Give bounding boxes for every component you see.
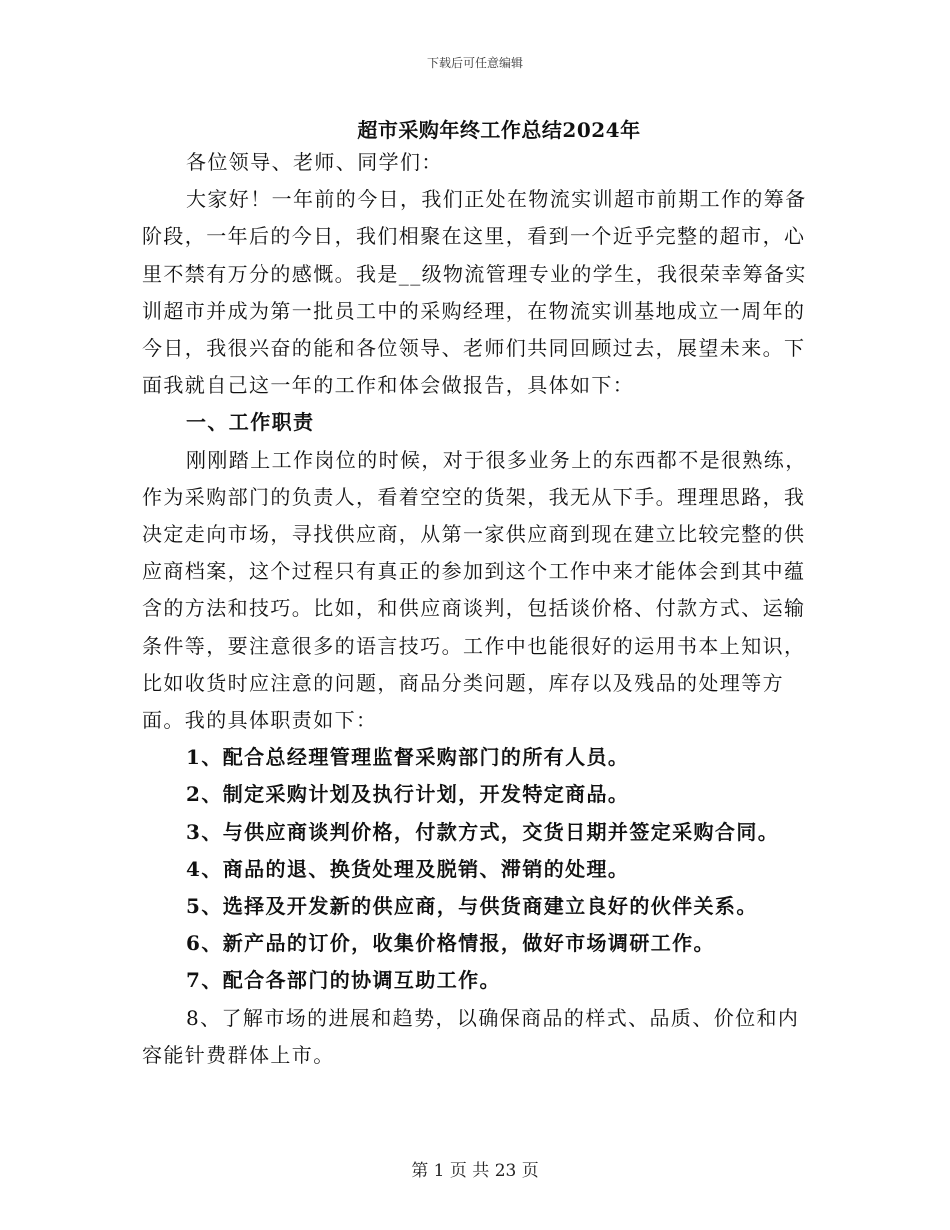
duty-item-7: 7、配合各部门的协调互助工作。 bbox=[186, 968, 501, 993]
duty-item-5: 5、选择及开发新的供应商，与供货商建立良好的伙伴关系。 bbox=[186, 894, 758, 919]
document-title: 超市采购年终工作总结2024年 bbox=[357, 118, 641, 142]
duty-item-8: 8、了解市场的进展和趋势，以确保商品的样式、品质、价位和内容能针费群体上市。 bbox=[142, 1005, 800, 1067]
header-note: 下载后可任意编辑 bbox=[426, 56, 523, 70]
salutation: 各位领导、老师、同学们： bbox=[186, 150, 443, 174]
intro-paragraph: 大家好！一年前的今日，我们正处在物流实训超市前期工作的筹备阶段，一年后的今日，我们相聚在这里，看到一个近乎完整的超市，心里不禁有万分的感慨。我是__级物流管理专业的学生，我很荣幸筹备实训超市并成为第一批员工中的采购经理，在物流实训基地成立一周年的今日，我很兴奋的能和各位领导、老师们共同回顾过去，展望未来。下面我就自己这一年的工作和体会做报告，具体如下： bbox=[142, 187, 807, 398]
section-paragraph: 刚刚踏上工作岗位的时候，对于很多业务上的东西都不是很熟练，作为采购部门的负责人，看着空空的货架，我无从下手。理理思路，我决定走向市场，寻找供应商，从第一家供应商到现在建立比较完整的供应商档案，这个过程只有真正的参加到这个工作中来才能体会到其中蕴含的方法和技巧。比如，和供应商谈判，包括谈价格、付款方式、运输条件等，要注意很多的语言技巧。工作中也能很好的运用书本上知识，比如收货时应注意的问题，商品分类问题，库存以及残品的处理等方面。我的具体职责如下： bbox=[142, 447, 807, 733]
duty-item-1: 1、配合总经理管理监督采购部门的所有人员。 bbox=[186, 745, 630, 770]
document-body bbox=[142, 144, 810, 1074]
page-footer: 第 1 页 共 23 页 bbox=[411, 1161, 539, 1181]
duty-item-4: 4、商品的退、换货处理及脱销、滞销的处理。 bbox=[186, 856, 630, 881]
duty-item-3: 3、与供应商谈判价格，付款方式，交货日期并签定采购合同。 bbox=[186, 819, 780, 844]
section-heading: 一、工作职责 bbox=[186, 410, 315, 435]
duty-item-2: 2、制定采购计划及执行计划，开发特定商品。 bbox=[186, 782, 630, 807]
duty-item-6: 6、新产品的订价，收集价格情报，做好市场调研工作。 bbox=[186, 931, 715, 956]
